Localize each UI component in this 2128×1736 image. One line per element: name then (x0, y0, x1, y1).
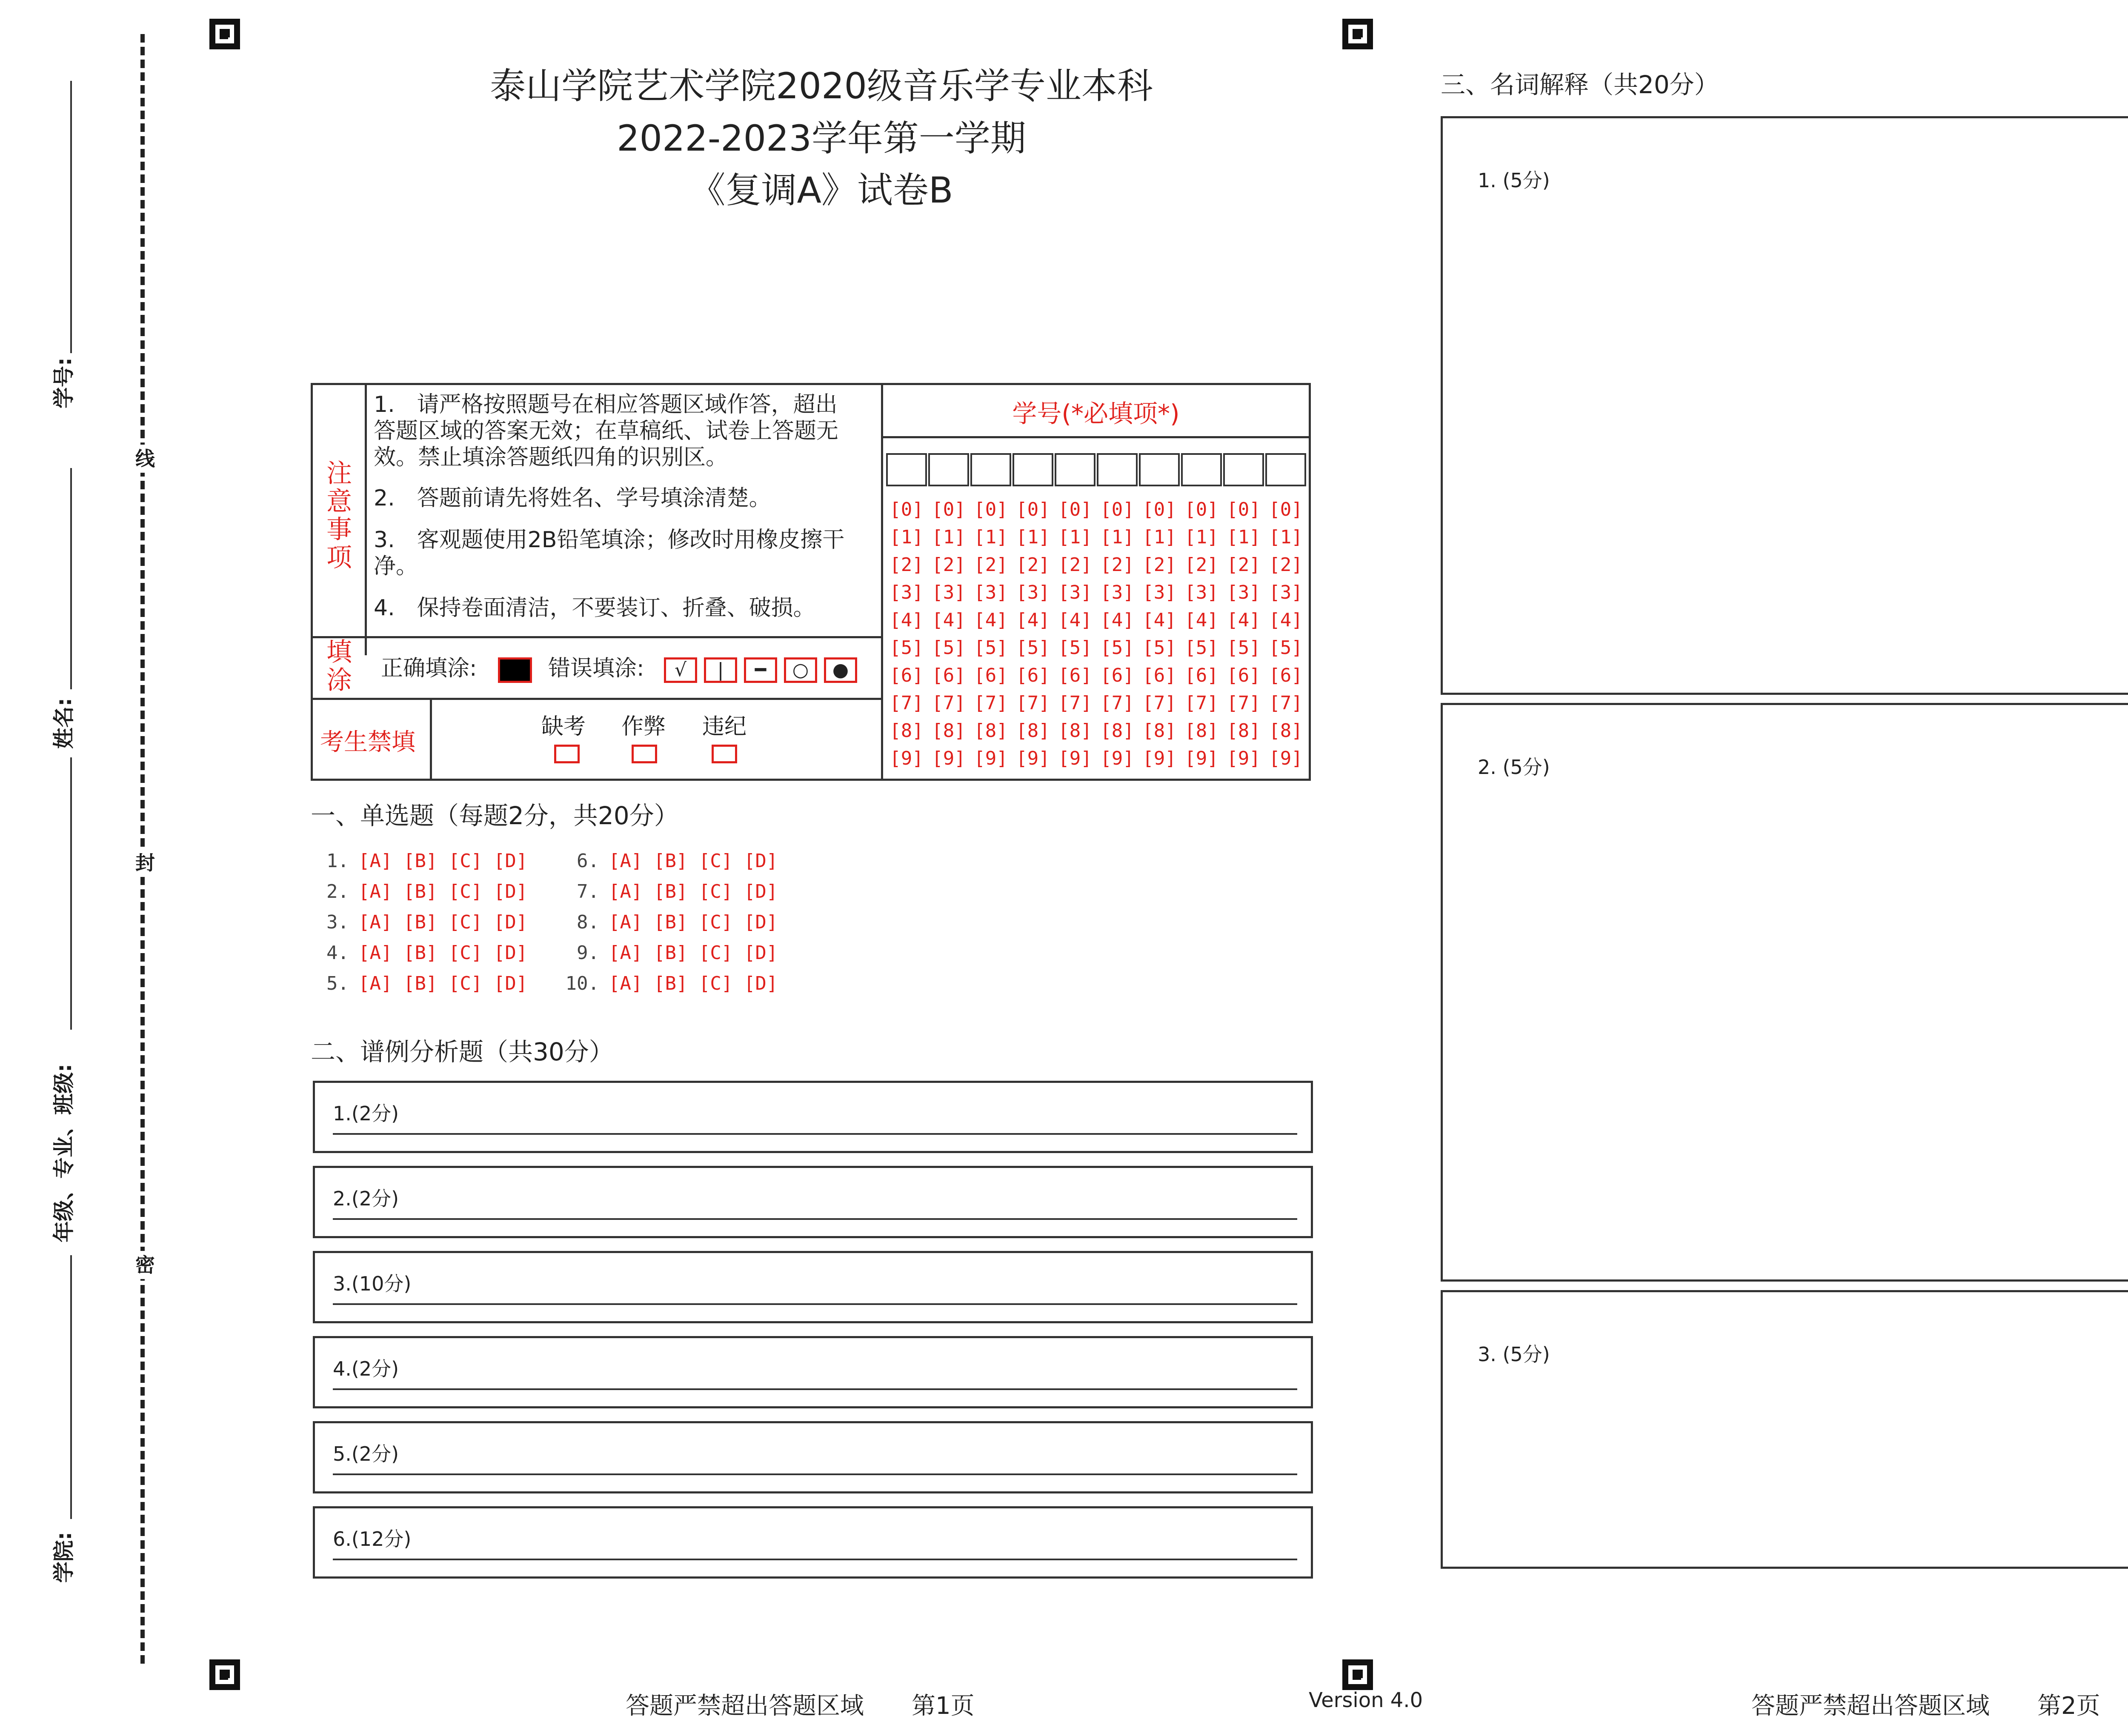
student-id-digit-bubble[interactable]: [9] (1269, 748, 1303, 769)
notice-item-4: 4. 保持卷面清洁，不要装订、折叠、破损。 (374, 595, 815, 621)
student-id-digit-bubble[interactable]: [4] (1058, 609, 1092, 631)
mc-answer-options[interactable]: [A] [B] [C] [D] (358, 881, 528, 902)
student-id-digit-bubble[interactable]: [2] (890, 554, 924, 576)
student-id-digit-bubble[interactable]: [4] (1227, 609, 1261, 631)
student-id-digit-bubble[interactable]: [0] (1016, 499, 1050, 520)
student-id-digit-bubble[interactable]: [6] (1100, 665, 1134, 686)
student-id-digit-bubble[interactable]: [3] (1184, 582, 1218, 603)
mc-question-number: 7. (577, 881, 599, 902)
wrong-fill-dash: ━ (744, 657, 777, 683)
student-id-digit-bubble[interactable]: [4] (974, 609, 1008, 631)
mc-question-row (561, 911, 778, 933)
student-id-digit-bubble[interactable]: [5] (1184, 637, 1218, 659)
student-id-digit-bubble[interactable]: [1] (1058, 526, 1092, 548)
student-id-input-cell[interactable] (1139, 453, 1180, 486)
analysis-question-label: 3.(10分) (333, 1272, 412, 1295)
term-answer-box-3[interactable] (1441, 1290, 2128, 1569)
mc-answer-options[interactable]: [A] [B] [C] [D] (609, 973, 778, 994)
answer-underline (333, 1388, 1297, 1390)
student-id-digit-bubble[interactable]: [4] (1269, 609, 1303, 631)
mc-question-number: 9. (577, 942, 599, 964)
student-id-digit-bubble[interactable]: [4] (932, 609, 966, 631)
mc-answer-options[interactable]: [A] [B] [C] [D] (609, 942, 778, 964)
student-id-digit-bubble[interactable]: [5] (1227, 637, 1261, 659)
answer-underline (333, 1218, 1297, 1220)
student-id-digit-bubble[interactable]: [0] (1142, 499, 1176, 520)
college-line (70, 1255, 72, 1519)
student-id-digit-bubble[interactable]: [0] (974, 499, 1008, 520)
mc-question-number: 5. (326, 973, 349, 994)
correct-fill-label: 正确填涂: (381, 656, 477, 681)
student-number-line (70, 81, 72, 353)
name-label: 姓名: (51, 698, 76, 749)
answer-underline (333, 1133, 1297, 1135)
student-id-digit-bubble[interactable]: [5] (1058, 637, 1092, 659)
footer-version: Version 4.0 (1309, 1688, 1423, 1712)
analysis-answer-box[interactable] (313, 1421, 1313, 1493)
mc-question-number: 1. (326, 850, 349, 872)
student-id-digit-bubble[interactable]: [9] (974, 748, 1008, 769)
mc-question-number: 8. (577, 911, 599, 933)
analysis-answer-box[interactable] (313, 1166, 1313, 1238)
student-id-digit-bubble[interactable]: [3] (1227, 582, 1261, 603)
mc-question-number: 10. (565, 973, 599, 994)
mc-question-row (311, 973, 527, 994)
student-id-digit-bubble[interactable]: [2] (1016, 554, 1050, 576)
student-id-input-cell[interactable] (1265, 453, 1306, 486)
analysis-question-label: 1.(2分) (333, 1102, 399, 1125)
student-id-digit-column (885, 496, 928, 772)
student-id-digit-bubble[interactable]: [0] (1184, 499, 1218, 520)
corner-marker-bottom-center (1342, 1659, 1373, 1690)
student-id-digit-bubble[interactable]: [3] (1058, 582, 1092, 603)
student-id-input-cell[interactable] (928, 453, 969, 486)
student-id-digit-bubble[interactable]: [7] (974, 692, 1008, 714)
mc-question-row (561, 850, 778, 872)
mc-question-row (311, 881, 527, 902)
mc-answer-options[interactable]: [A] [B] [C] [D] (358, 942, 528, 964)
student-id-digit-bubble[interactable]: [9] (1142, 748, 1176, 769)
student-id-digit-bubble[interactable]: [2] (1100, 554, 1134, 576)
student-id-digit-bubble[interactable]: [1] (1142, 526, 1176, 548)
notice-item-1: 1. 请严格按照题号在相应答题区域作答，超出答题区域的答案无效；在草稿纸、试卷上答题无效。禁止填涂答题纸四角的识别区。 (374, 392, 839, 470)
student-id-digit-column (970, 496, 1012, 772)
student-id-digit-bubble[interactable]: [3] (890, 582, 924, 603)
forbid-label: 考生禁填 (320, 728, 415, 756)
student-id-digit-bubble[interactable]: [3] (1142, 582, 1176, 603)
student-id-digit-bubble[interactable]: [6] (1269, 665, 1303, 686)
student-id-digit-bubble[interactable]: [4] (1142, 609, 1176, 631)
student-id-digit-bubble[interactable]: [8] (1227, 720, 1261, 742)
exam-title-line1: 泰山学院艺术学院2020级音乐学专业本科 (490, 65, 1153, 107)
term-answer-box-1[interactable] (1441, 116, 2128, 695)
mc-question-number: 3. (326, 911, 349, 933)
student-id-input-cell[interactable] (1013, 453, 1053, 486)
student-id-digit-bubble[interactable]: [7] (1016, 692, 1050, 714)
student-id-digit-bubble[interactable]: [8] (1100, 720, 1134, 742)
student-id-digit-bubble[interactable]: [5] (1100, 637, 1134, 659)
student-id-digit-bubble[interactable]: [1] (974, 526, 1008, 548)
student-id-digit-bubble[interactable]: [9] (1058, 748, 1092, 769)
student-id-digit-bubble[interactable]: [6] (1016, 665, 1050, 686)
student-id-digit-column (1222, 496, 1265, 772)
name-line (70, 468, 72, 689)
student-id-digit-bubble[interactable]: [9] (890, 748, 924, 769)
notice-heading: 注 意 事 项 (326, 459, 352, 573)
student-id-digit-bubble[interactable]: [7] (1058, 692, 1092, 714)
student-id-digit-bubble[interactable]: [2] (932, 554, 966, 576)
cheat-label: 作弊 (621, 714, 666, 740)
exam-title-line3: 《复调A》试卷B (689, 169, 953, 211)
student-id-digit-bubble[interactable]: [0] (1227, 499, 1261, 520)
wrong-fill-check: √ (664, 657, 697, 683)
analysis-question-label: 6.(12分) (333, 1528, 412, 1550)
mc-answer-options[interactable]: [A] [B] [C] [D] (358, 911, 528, 933)
answer-underline (333, 1473, 1297, 1475)
section1-title: 一、单选题（每题2分，共20分） (311, 801, 679, 830)
analysis-answer-box[interactable] (313, 1336, 1313, 1408)
seal-char-secret: 密 (135, 1251, 150, 1279)
student-id-digit-bubble[interactable]: [1] (1184, 526, 1218, 548)
student-id-digit-column (1138, 496, 1181, 772)
analysis-question-label: 5.(2分) (333, 1442, 399, 1465)
student-id-digit-bubble[interactable]: [8] (932, 720, 966, 742)
wrong-fill-dot: ● (824, 657, 857, 683)
student-id-digit-bubble[interactable]: [3] (974, 582, 1008, 603)
student-id-digit-bubble[interactable]: [7] (1269, 692, 1303, 714)
student-id-digit-bubble[interactable]: [1] (1100, 526, 1134, 548)
student-id-digit-bubble[interactable]: [8] (1269, 720, 1303, 742)
class-label: 年级、专业、班级: (51, 1064, 76, 1242)
student-id-digit-bubble[interactable]: [0] (932, 499, 966, 520)
corner-marker-bottom-left (209, 1659, 240, 1690)
mc-answer-options[interactable]: [A] [B] [C] [D] (358, 850, 528, 872)
student-id-digit-bubble[interactable]: [1] (1269, 526, 1303, 548)
student-id-digit-bubble[interactable]: [6] (890, 665, 924, 686)
student-id-input-cell[interactable] (1181, 453, 1222, 486)
student-id-digit-bubble[interactable]: [2] (1269, 554, 1303, 576)
student-id-digit-bubble[interactable]: [4] (890, 609, 924, 631)
corner-marker-top-left (209, 19, 240, 49)
student-id-digit-bubble[interactable]: [1] (1016, 526, 1050, 548)
term-question-label: 2. (5分) (1478, 756, 1550, 779)
mc-question-row (561, 942, 778, 964)
student-id-input-cell[interactable] (1097, 453, 1138, 486)
student-id-digit-bubble[interactable]: [3] (1016, 582, 1050, 603)
student-id-digit-bubble[interactable]: [8] (1016, 720, 1050, 742)
mc-answer-options[interactable]: [A] [B] [C] [D] (609, 881, 778, 902)
student-id-digit-bubble[interactable]: [0] (1269, 499, 1303, 520)
absent-label: 缺考 (541, 714, 586, 740)
analysis-answer-box[interactable] (313, 1251, 1313, 1323)
exam-title-line2: 2022-2023学年第一学期 (617, 117, 1026, 159)
footer-page1: 答题严禁超出答题区域 第1页 (626, 1692, 975, 1720)
student-id-digit-bubble[interactable]: [2] (1184, 554, 1218, 576)
student-id-digit-column (1180, 496, 1223, 772)
absent-checkbox[interactable] (554, 745, 580, 763)
violation-label: 违纪 (702, 714, 747, 740)
student-id-input-cell[interactable] (886, 453, 927, 486)
student-id-digit-bubble[interactable]: [8] (1184, 720, 1218, 742)
student-id-digit-bubble[interactable]: [1] (1227, 526, 1261, 548)
analysis-question-label: 2.(2分) (333, 1187, 399, 1210)
class-line (70, 757, 72, 1030)
mc-question-number: 2. (326, 881, 349, 902)
student-number-label: 学号: (51, 357, 76, 408)
student-id-digit-bubble[interactable]: [8] (890, 720, 924, 742)
section3-title: 三、名词解释（共20分） (1441, 70, 1719, 99)
mc-answer-options[interactable]: [A] [B] [C] [D] (609, 911, 778, 933)
analysis-question-label: 4.(2分) (333, 1357, 399, 1380)
student-id-digit-bubble[interactable]: [4] (1184, 609, 1218, 631)
student-id-digit-bubble[interactable]: [5] (1142, 637, 1176, 659)
student-id-digit-bubble[interactable]: [5] (974, 637, 1008, 659)
student-id-digit-bubble[interactable]: [9] (932, 748, 966, 769)
student-id-input-cell[interactable] (1055, 453, 1095, 486)
student-id-digit-bubble[interactable]: [8] (1142, 720, 1176, 742)
term-answer-box-2[interactable] (1441, 703, 2128, 1282)
student-id-digit-bubble[interactable]: [9] (1184, 748, 1218, 769)
student-id-digit-bubble[interactable]: [2] (1058, 554, 1092, 576)
seal-char-line: 线 (135, 445, 150, 473)
student-id-digit-bubble[interactable]: [8] (974, 720, 1008, 742)
student-id-digit-bubble[interactable]: [5] (932, 637, 966, 659)
student-id-digit-bubble[interactable]: [9] (1227, 748, 1261, 769)
mc-question-row (311, 911, 527, 933)
student-id-digit-bubble[interactable]: [3] (932, 582, 966, 603)
student-id-digit-bubble[interactable]: [6] (1227, 665, 1261, 686)
term-question-label: 3. (5分) (1478, 1343, 1550, 1366)
student-id-digit-bubble[interactable]: [5] (1016, 637, 1050, 659)
student-id-digit-bubble[interactable]: [7] (932, 692, 966, 714)
student-id-digit-bubble[interactable]: [6] (974, 665, 1008, 686)
student-id-digit-column (927, 496, 970, 772)
student-id-digit-bubble[interactable]: [2] (1142, 554, 1176, 576)
mc-question-row (311, 942, 527, 964)
student-id-digit-bubble[interactable]: [7] (1227, 692, 1261, 714)
student-id-digit-bubble[interactable]: [9] (1016, 748, 1050, 769)
student-id-input-cell[interactable] (970, 453, 1011, 486)
analysis-answer-box[interactable] (313, 1081, 1313, 1153)
seal-char-seal: 封 (135, 849, 150, 877)
term-question-label: 1. (5分) (1478, 169, 1550, 192)
student-id-digit-bubble[interactable]: [3] (1100, 582, 1134, 603)
analysis-answer-box[interactable] (313, 1506, 1313, 1579)
student-id-input-cell[interactable] (1223, 453, 1264, 486)
mc-question-row (561, 973, 778, 994)
correct-fill-example (498, 657, 532, 683)
student-id-digit-bubble[interactable]: [6] (1142, 665, 1176, 686)
footer-page2: 答题严禁超出答题区域 第2页 (1751, 1692, 2100, 1720)
wrong-fill-bar: | (704, 657, 737, 683)
student-id-digit-column (1054, 496, 1096, 772)
student-id-digit-bubble[interactable]: [8] (1058, 720, 1092, 742)
student-id-title: 学号(*必填项*) (1012, 399, 1180, 428)
section2-title: 二、谱例分析题（共30分） (311, 1037, 614, 1066)
mc-answer-options[interactable]: [A] [B] [C] [D] (358, 973, 528, 994)
student-id-digit-column (1264, 496, 1307, 772)
mc-question-row (311, 850, 527, 872)
cheat-checkbox[interactable] (632, 745, 657, 763)
mc-question-row (561, 881, 778, 902)
notice-item-3: 3. 客观题使用2B铅笔填涂；修改时用橡皮擦干净。 (374, 527, 845, 579)
student-id-digit-column (1096, 496, 1138, 772)
student-id-digit-bubble[interactable]: [1] (890, 526, 924, 548)
answer-underline (333, 1559, 1297, 1560)
mc-question-number: 4. (326, 942, 349, 964)
mc-question-number: 6. (577, 850, 599, 872)
violation-checkbox[interactable] (712, 745, 737, 763)
student-id-digit-bubble[interactable]: [3] (1269, 582, 1303, 603)
student-id-digit-bubble[interactable]: [1] (932, 526, 966, 548)
wrong-fill-circle: ○ (784, 657, 817, 683)
student-id-digit-bubble[interactable]: [2] (974, 554, 1008, 576)
student-id-digit-bubble[interactable]: [5] (1269, 637, 1303, 659)
student-id-digit-bubble[interactable]: [4] (1016, 609, 1050, 631)
college-label: 学院: (51, 1532, 76, 1583)
corner-marker-top-center (1342, 19, 1373, 49)
mc-answer-options[interactable]: [A] [B] [C] [D] (609, 850, 778, 872)
student-id-digit-bubble[interactable]: [5] (890, 637, 924, 659)
student-id-digit-bubble[interactable]: [7] (1100, 692, 1134, 714)
student-id-digit-bubble[interactable]: [7] (1142, 692, 1176, 714)
answer-underline (333, 1303, 1297, 1305)
fill-heading: 填 涂 (326, 637, 352, 695)
student-id-digit-bubble[interactable]: [0] (1058, 499, 1092, 520)
student-id-digit-bubble[interactable]: [0] (1100, 499, 1134, 520)
student-id-digit-bubble[interactable]: [6] (1184, 665, 1218, 686)
student-id-digit-bubble[interactable]: [6] (1058, 665, 1092, 686)
wrong-fill-label: 错误填涂: (548, 656, 644, 681)
student-id-digit-bubble[interactable]: [0] (890, 499, 924, 520)
student-id-digit-bubble[interactable]: [7] (890, 692, 924, 714)
student-id-digit-bubble[interactable]: [2] (1227, 554, 1261, 576)
student-id-digit-bubble[interactable]: [9] (1100, 748, 1134, 769)
student-id-digit-bubble[interactable]: [4] (1100, 609, 1134, 631)
notice-item-2: 2. 答题前请先将姓名、学号填涂清楚。 (374, 485, 771, 511)
student-id-digit-bubble[interactable]: [7] (1184, 692, 1218, 714)
student-id-digit-bubble[interactable]: [6] (932, 665, 966, 686)
student-id-digit-column (1012, 496, 1054, 772)
